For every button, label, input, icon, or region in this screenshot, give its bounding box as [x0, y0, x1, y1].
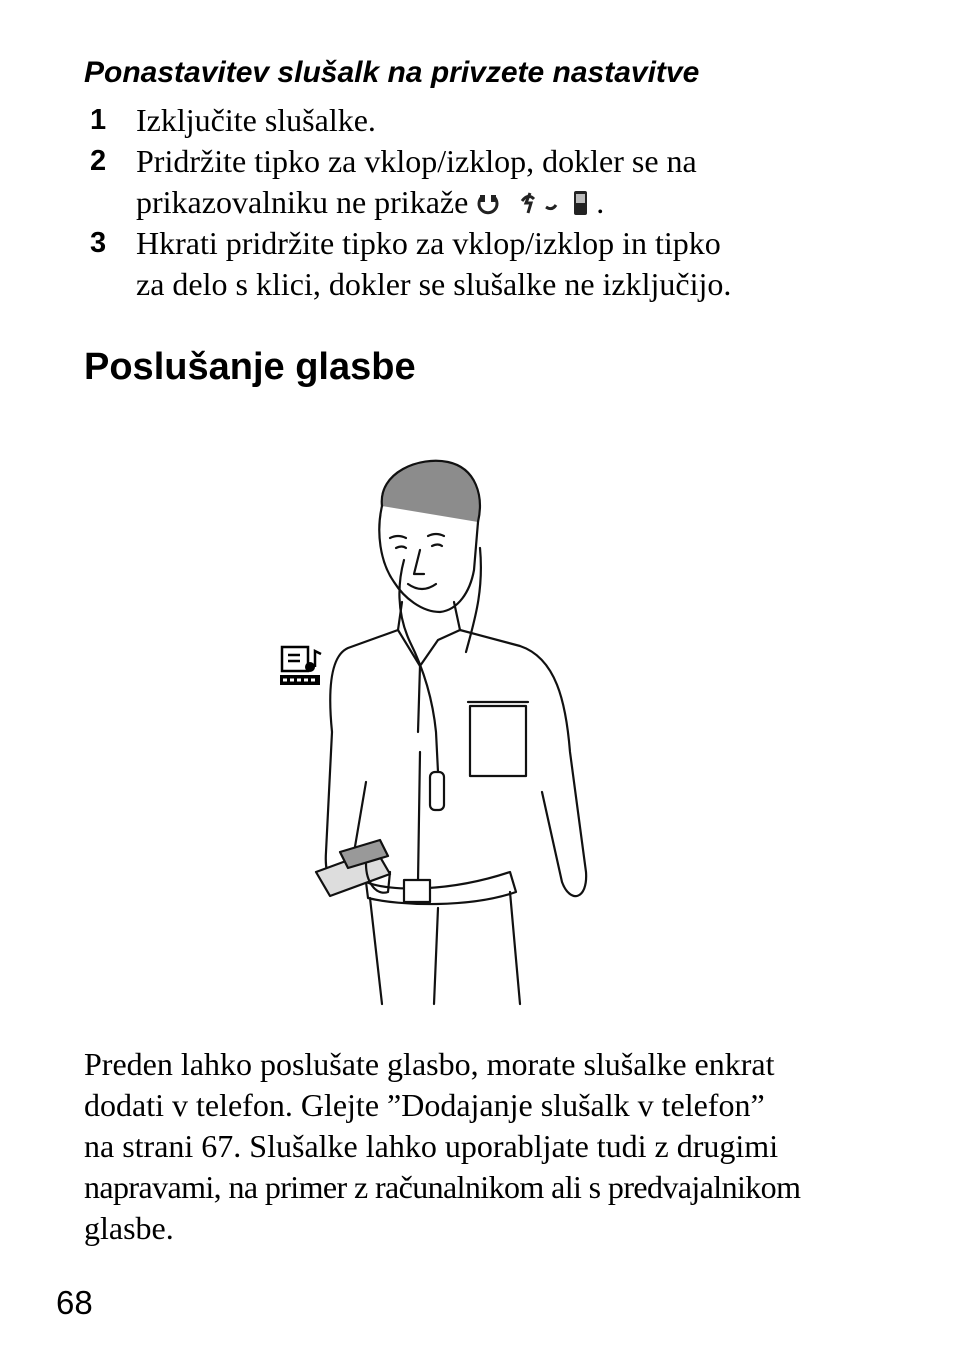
- paragraph-line: dodati v telefon. Glejte ”Dodajanje slušalk v telefon”: [84, 1087, 765, 1123]
- paragraph-line: na strani 67. Slušalke lahko uporabljate tudi z drugimi: [84, 1128, 779, 1164]
- step-number: 3: [90, 227, 107, 259]
- step-line: Izključite slušalke.: [136, 102, 376, 138]
- step-line-with-icons: [136, 182, 876, 227]
- headset-reset-icon: [474, 186, 594, 227]
- step-line: za delo s klici, dokler se slušalke ne izključijo.: [136, 266, 732, 302]
- paragraph-line: Preden lahko poslušate glasbo, morate slušalke enkrat: [84, 1046, 775, 1082]
- page-number: 68: [56, 1284, 93, 1321]
- man-with-headset-illustration: [270, 452, 610, 1012]
- step-line: Hkrati pridržite tipko za vklop/izklop in tipko: [136, 225, 721, 261]
- step-text: [136, 100, 876, 141]
- step-text: [136, 223, 876, 305]
- step-line-text: prikazovalniku ne prikaže: [136, 184, 469, 220]
- step-line: Pridržite tipko za vklop/izklop, dokler se na: [136, 143, 697, 179]
- step-text: [136, 141, 876, 227]
- section-title: Ponastavitev slušalk na privzete nastavitve: [84, 56, 700, 89]
- step-line-end: .: [596, 184, 605, 220]
- paragraph-line: napravami, na primer z računalnikom ali s predvajalnikom: [84, 1169, 801, 1205]
- music-heading: Poslušanje glasbe: [84, 346, 416, 388]
- step-number: 1: [90, 104, 107, 136]
- paragraph-line: glasbe.: [84, 1210, 174, 1246]
- step-number: 2: [90, 145, 107, 177]
- music-paragraph: [84, 1044, 914, 1249]
